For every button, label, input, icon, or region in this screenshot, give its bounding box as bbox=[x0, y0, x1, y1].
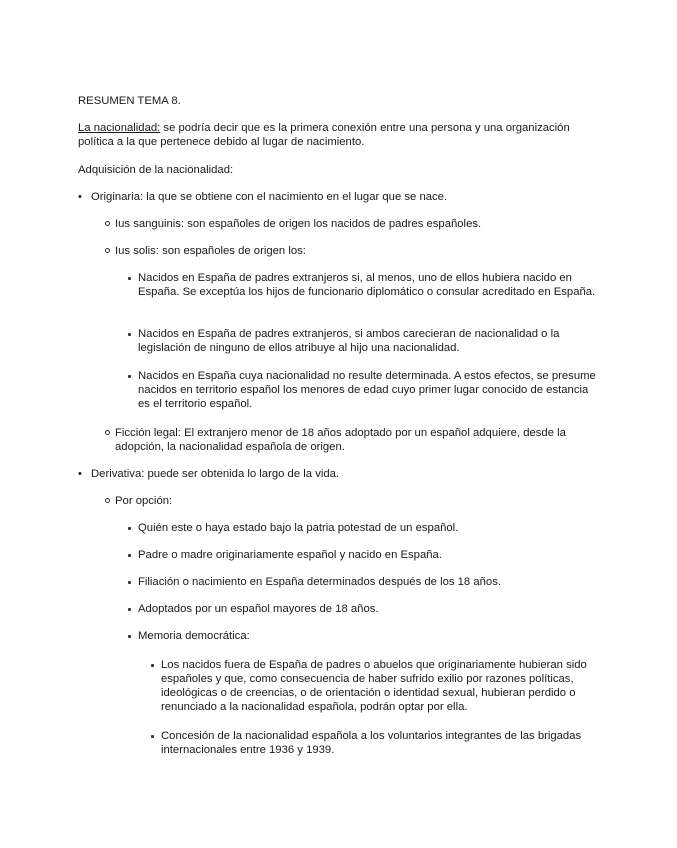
por-opcion-item: Por opción: bbox=[115, 495, 173, 507]
opcion-subitem: Quién este o haya estado bajo la patria potestad de un español. bbox=[138, 522, 459, 534]
opcion-subitem: Padre o madre originariamente español y nacido en España. bbox=[138, 549, 442, 561]
intro-term: La nacionalidad: bbox=[78, 122, 161, 134]
opcion-subitem: Adoptados por un español mayores de 18 años. bbox=[138, 603, 379, 615]
memoria-subitem: Concesión de la nacionalidad española a los voluntarios integrantes de las brigadas internacionales entre 1936 y 1939. bbox=[161, 730, 582, 756]
ius-sanguinis-item: Ius sanguinis: son españoles de origen los nacidos de padres españoles. bbox=[115, 218, 482, 230]
intro-paragraph bbox=[78, 121, 598, 149]
ius-solis-subitem: Nacidos en España cuya nacionalidad no resulte determinada. A estos efectos, se presume nacidos en territorio español los menores de edad cuyo primer lugar conocido de estancia es el territorio español. bbox=[138, 370, 596, 410]
square-bullet bbox=[128, 277, 131, 280]
ius-solis-item: Ius solis: son españoles de origen los: bbox=[115, 245, 306, 257]
memoria-subitem: Los nacidos fuera de España de padres o abuelos que originariamente hubieran sido españoles y que, como consecuencia de haber sufrido exilio por razones políticas, ideológicas o de creencias, o de orientación o identidad sexual, hubieran perdido o renunciado a la nacionalidad española, podrán optar por ella. bbox=[161, 659, 587, 713]
ficcion-legal-item: Ficción legal: El extranjero menor de 18 años adoptado por un español adquiere, desde la adopción, la nacionalidad española de origen. bbox=[115, 427, 566, 453]
square-bullet bbox=[128, 554, 131, 557]
ius-solis-subitem: Nacidos en España de padres extranjeros, si ambos carecieran de nacionalidad o la legislación de ninguno de ellos atribuye al hijo una nacionalidad. bbox=[138, 328, 560, 354]
derivativa-item: Derivativa: puede ser obtenida lo largo de la vida. bbox=[91, 468, 340, 480]
circle-bullet bbox=[105, 430, 110, 435]
memoria-democratica-item: Memoria democrática: bbox=[138, 630, 250, 642]
circle-bullet bbox=[105, 498, 110, 503]
square-bullet bbox=[128, 375, 131, 378]
square-bullet bbox=[151, 735, 154, 738]
bullet-dot: • bbox=[78, 191, 82, 203]
adquisicion-heading: Adquisición de la nacionalidad: bbox=[78, 164, 234, 176]
square-bullet bbox=[128, 581, 131, 584]
circle-bullet bbox=[105, 248, 110, 253]
intro-text: se podría decir que es la primera conexión entre una persona y una organización política a la que pertenece debido al lugar de nacimiento. bbox=[78, 122, 570, 148]
opcion-subitem: Filiación o nacimiento en España determinados después de los 18 años. bbox=[138, 576, 501, 588]
circle-bullet bbox=[105, 221, 110, 226]
square-bullet bbox=[151, 664, 154, 667]
square-bullet bbox=[128, 333, 131, 336]
page-title: RESUMEN TEMA 8. bbox=[78, 95, 181, 107]
square-bullet bbox=[128, 527, 131, 530]
square-bullet bbox=[128, 635, 131, 638]
square-bullet bbox=[128, 608, 131, 611]
ius-solis-subitem: Nacidos en España de padres extranjeros si, al menos, uno de ellos hubiera nacido en España. Se exceptúa los hijos de funcionario diplomático o consular acreditado en España. bbox=[138, 272, 596, 298]
originaria-item: Originaria: la que se obtiene con el nacimiento en el lugar que se nace. bbox=[91, 191, 448, 203]
bullet-dot: • bbox=[78, 468, 82, 480]
